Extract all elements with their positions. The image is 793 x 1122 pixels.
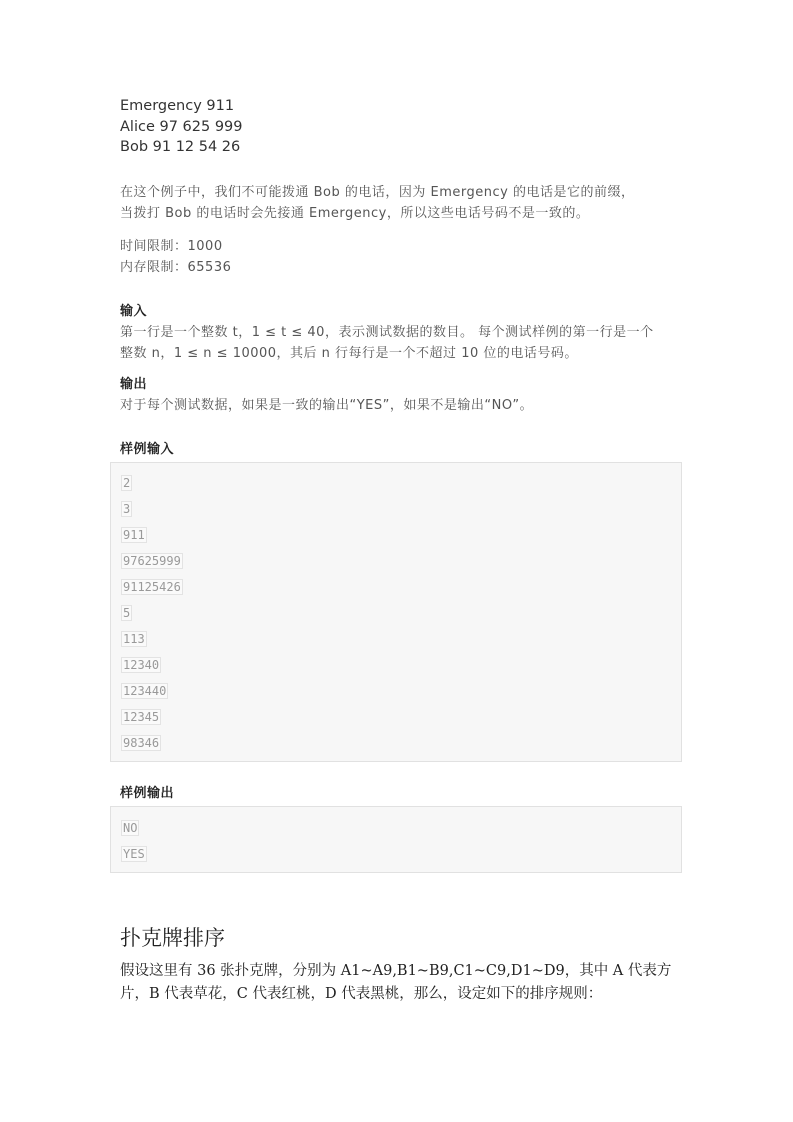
code-line: 3 xyxy=(123,502,131,516)
phonebook-line-alice: Alice 97 625 999 xyxy=(120,119,243,135)
code-line: 113 xyxy=(123,632,145,646)
code-line: 12340 xyxy=(123,658,160,672)
time-limit: 时间限制：1000 xyxy=(120,239,223,254)
phonebook-line-emergency: Emergency 911 xyxy=(120,98,235,114)
explanation-line-1: 在这个例子中，我们不可能拨通 Bob 的电话，因为 Emergency 的电话是它的前缀， xyxy=(120,185,635,200)
sample-output-code-block xyxy=(110,806,682,873)
phonebook-line-bob: Bob 91 12 54 26 xyxy=(120,139,241,155)
code-line: 91125426 xyxy=(123,580,181,594)
sample-output-heading: 样例输出 xyxy=(120,786,175,801)
input-description-line-2: 整数 n，1 ≤ n ≤ 10000，其后 n 行每行是一个不超过 10 位的电话号码。 xyxy=(120,346,578,361)
section-heading-poker-sort: 扑克牌排序 xyxy=(120,926,225,950)
input-heading: 输入 xyxy=(120,304,148,319)
sample-input-code-block xyxy=(110,462,682,762)
code-line: 123440 xyxy=(123,684,167,698)
code-line: 98346 xyxy=(123,736,160,750)
code-line: 2 xyxy=(123,476,131,490)
code-line: YES xyxy=(123,847,145,861)
memory-limit: 内存限制：65536 xyxy=(120,260,232,275)
output-heading: 输出 xyxy=(120,377,148,392)
poker-description-line-2: 片，B 代表草花，C 代表红桃，D 代表黑桃，那么，设定如下的排序规则： xyxy=(120,986,603,1002)
explanation-line-2: 当拨打 Bob 的电话时会先接通 Emergency，所以这些电话号码不是一致的。 xyxy=(120,206,590,221)
poker-description-line-1: 假设这里有 36 张扑克牌，分别为 A1~A9,B1~B9,C1~C9,D1~D9，其中 A 代表方 xyxy=(120,963,672,979)
code-line: 911 xyxy=(123,528,145,542)
code-line: 97625999 xyxy=(123,554,181,568)
input-description-line-1: 第一行是一个整数 t，1 ≤ t ≤ 40，表示测试数据的数目。 每个测试样例的第一行是一个 xyxy=(120,325,654,340)
code-line: 12345 xyxy=(123,710,160,724)
code-line: 5 xyxy=(123,606,131,620)
sample-input-heading: 样例输入 xyxy=(120,442,175,457)
code-line: NO xyxy=(123,821,138,835)
output-description: 对于每个测试数据，如果是一致的输出“YES”，如果不是输出“NO”。 xyxy=(120,398,534,413)
